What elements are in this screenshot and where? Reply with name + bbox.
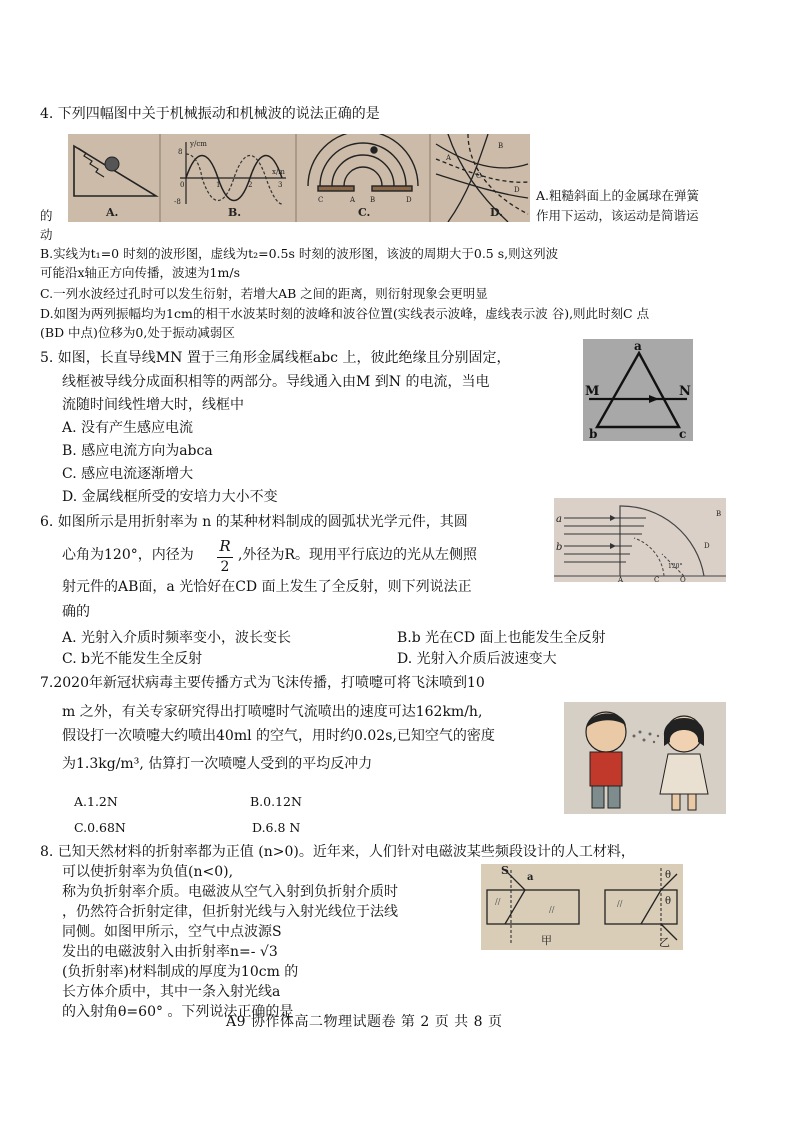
q4-stem: 4. 下列四幅图中关于机械振动和机械波的说法正确的是 [40, 106, 380, 122]
q8-fig-label-theta2: θ [665, 896, 672, 907]
q5-option-b: B. 感应电流方向为abca [62, 443, 213, 459]
q6-fig-label-A: A [618, 576, 624, 582]
q8-figure-negative-refraction [481, 864, 683, 950]
q8-fig-label-yi: 乙 [659, 936, 670, 949]
q4-fig-b-ymin: -8 [174, 198, 181, 206]
q5-option-d: D. 金属线框所受的安培力大小不变 [62, 489, 278, 505]
q8-fig-label-a: a [527, 872, 534, 883]
q8-line7: (负折射率)材料制成的厚度为10cm 的 [62, 964, 299, 980]
q6-frac-num: R [219, 537, 231, 555]
q4-fig-d-label-a: A [446, 154, 452, 162]
q4-fig-c-label-b: B [370, 196, 376, 204]
q4-opt-a-part1: A.粗糙斜面上的金属球在弹簧 [536, 188, 700, 203]
q6-fig-label-D: D [704, 542, 710, 550]
q6-option-d: D. 光射入介质后波速变大 [397, 651, 557, 667]
q6-fig-label-b: b [556, 542, 563, 553]
q4-fig-label-c: C. [358, 206, 371, 219]
q5-fig-label-m: M [585, 384, 600, 399]
q4-fig-label-b: B. [228, 206, 242, 219]
q4-opt-c: C.一列水波经过孔时可以发生衍射，若增大AB 之间的距离，则衍射现象会更明显 [40, 286, 488, 301]
q8-line1: 8. 已知天然材料的折射率都为正值 (n>0)。近年来，人们针对电磁波某些频段设计的人工材料， [40, 844, 635, 860]
q5-line1: 5. 如图，长直导线MN 置于三角形金属线框abc 上，彼此绝缘且分别固定， [40, 350, 511, 366]
q4-fig-d-label-c: C [476, 172, 482, 180]
q6-line2-post: ,外径为R。现用平行底边的光从左侧照 [238, 547, 477, 563]
q6-fig-label-C: C [654, 576, 660, 582]
q8-line5: 同侧。如图甲所示，空气中点波源S [62, 924, 282, 940]
q4-fig-b-tick3: 3 [278, 181, 283, 189]
q7-option-b: B.0.12N [250, 794, 302, 809]
q6-fig-label-a: a [556, 514, 562, 525]
q4-fig-b-tick0: 0 [180, 181, 185, 189]
q4-fig-c-label-a: A [350, 196, 356, 204]
q6-fig-angle: 120° [668, 563, 683, 570]
q6-option-b: B.b 光在CD 面上也能发生全反射 [397, 630, 606, 646]
q8-fig-label-s: S [501, 864, 509, 877]
q5-line2: 线框被导线分成面积相等的两部分。导线通入由M 到N 的电流，当电 [62, 374, 490, 390]
q7-option-d: D.6.8 N [252, 820, 301, 835]
q4-fig-c-label-c: C [318, 196, 324, 204]
q4-opt-d-line1: D.如图为两列振幅均为1cm的相干水波某时刻的波峰和波谷位置(实线表示波峰，虚线表示波 谷),则此时刻C 点 [40, 306, 650, 321]
q4-fig-b-ylabel: y/cm [190, 140, 207, 148]
q4-figure [68, 134, 530, 222]
q8-line6: 发出的电磁波射入由折射率n=- √3 [62, 944, 278, 960]
q6-figure-arc-element [554, 498, 726, 582]
q4-fig-b-xlabel: x/m [272, 168, 285, 176]
q4-opt-a-part4: 动 [40, 227, 53, 242]
q7-figure-sneeze-illustration [564, 702, 726, 814]
q7-option-c: C.0.68N [74, 820, 126, 835]
q4-fig-label-a: A. [106, 206, 119, 219]
q4-fig-d-label-b: B [498, 142, 504, 150]
q6-frac-den: 2 [220, 559, 230, 575]
q8-line3: 称为负折射率介质。电磁波从空气入射到负折射介质时 [62, 884, 398, 900]
q7-line3: 假设打一次喷嚏大约喷出40ml 的空气，用时约0.02s,已知空气的密度 [62, 728, 495, 744]
q4-opt-b-line2: 可能沿x轴正方向传播，波速为1m/s [40, 265, 240, 280]
q4-opt-b-line1: B.实线为t₁=0 时刻的波形图，虚线为t₂=0.5s 时刻的波形图，该波的周期大于0.5 s,则这列波 [40, 246, 559, 261]
q4-fig-b-tick1: 1 [216, 181, 221, 189]
q6-option-a: A. 光射入介质时频率变小，波长变长 [62, 630, 292, 646]
q7-option-a: A.1.2N [74, 794, 118, 809]
q6-fig-label-B: B [716, 510, 722, 518]
q4-opt-a-part2: 的 [40, 208, 53, 223]
q4-fig-b-tick2: 2 [248, 181, 253, 189]
q7-line1: 7.2020年新冠状病毒主要传播方式为飞沫传播，打喷嚏可将飞沫喷到10 [40, 675, 485, 691]
svg-text://: // [495, 897, 501, 906]
q8-line2: 可以使折射率为负值(n<0), [62, 864, 234, 880]
q4-fig-label-d: D. [490, 206, 503, 219]
q8-line8: 长方体介质中，其中一条入射光线a [62, 984, 281, 1000]
q5-option-c: C. 感应电流逐渐增大 [62, 466, 194, 482]
q6-line1: 6. 如图所示是用折射率为 n 的某种材料制成的圆弧状光学元件，其圆 [40, 514, 468, 530]
svg-text://: // [617, 899, 623, 908]
q4-fig-b-ymax: 8 [178, 148, 183, 156]
q8-line4: ，仍然符合折射定律，但折射光线与入射光线位于法线 [62, 904, 398, 920]
q8-fig-label-theta1: θ [665, 870, 672, 881]
q5-figure-triangle [583, 339, 693, 441]
q5-fig-label-a: a [634, 339, 642, 353]
q6-line2-pre: 心角为120°，内径为 [62, 547, 194, 563]
q5-fig-label-b: b [589, 427, 598, 441]
q4-opt-d-line2: (BD 中点)位移为0,处于振动减弱区 [40, 325, 235, 340]
svg-text://: // [549, 905, 555, 914]
q5-line3: 流随时间线性增大时，线框中 [62, 397, 244, 413]
q6-line4: 确的 [62, 604, 90, 620]
q8-fig-label-jia: 甲 [541, 934, 552, 947]
q6-line3: 射元件的AB面，a 光恰好在CD 面上发生了全反射，则下列说法正 [62, 579, 472, 595]
q5-option-a: A. 没有产生感应电流 [62, 420, 194, 436]
q4-fig-d-label-d: D [514, 186, 520, 194]
q5-fig-label-n: N [679, 384, 691, 399]
q8-line9: 的入射角θ=60° 。下列说法正确的是 [62, 1004, 294, 1020]
q6-fig-label-O: O [680, 576, 686, 582]
q7-line4: 为1.3kg/m³, 估算打一次喷嚏人受到的平均反冲力 [62, 756, 373, 772]
page-footer: A9 协作体高二物理试题卷 第 2 页 共 8 页 [226, 1014, 503, 1030]
q5-fig-label-c: c [679, 427, 687, 441]
q6-option-c: C. b光不能发生全反射 [62, 651, 203, 667]
q4-opt-a-part3: 作用下运动，该运动是简谐运 [536, 208, 699, 223]
q7-line2: m 之外，有关专家研究得出打喷嚏时气流喷出的速度可达162km/h, [62, 704, 483, 720]
q4-fig-c-label-d: D [406, 196, 412, 204]
